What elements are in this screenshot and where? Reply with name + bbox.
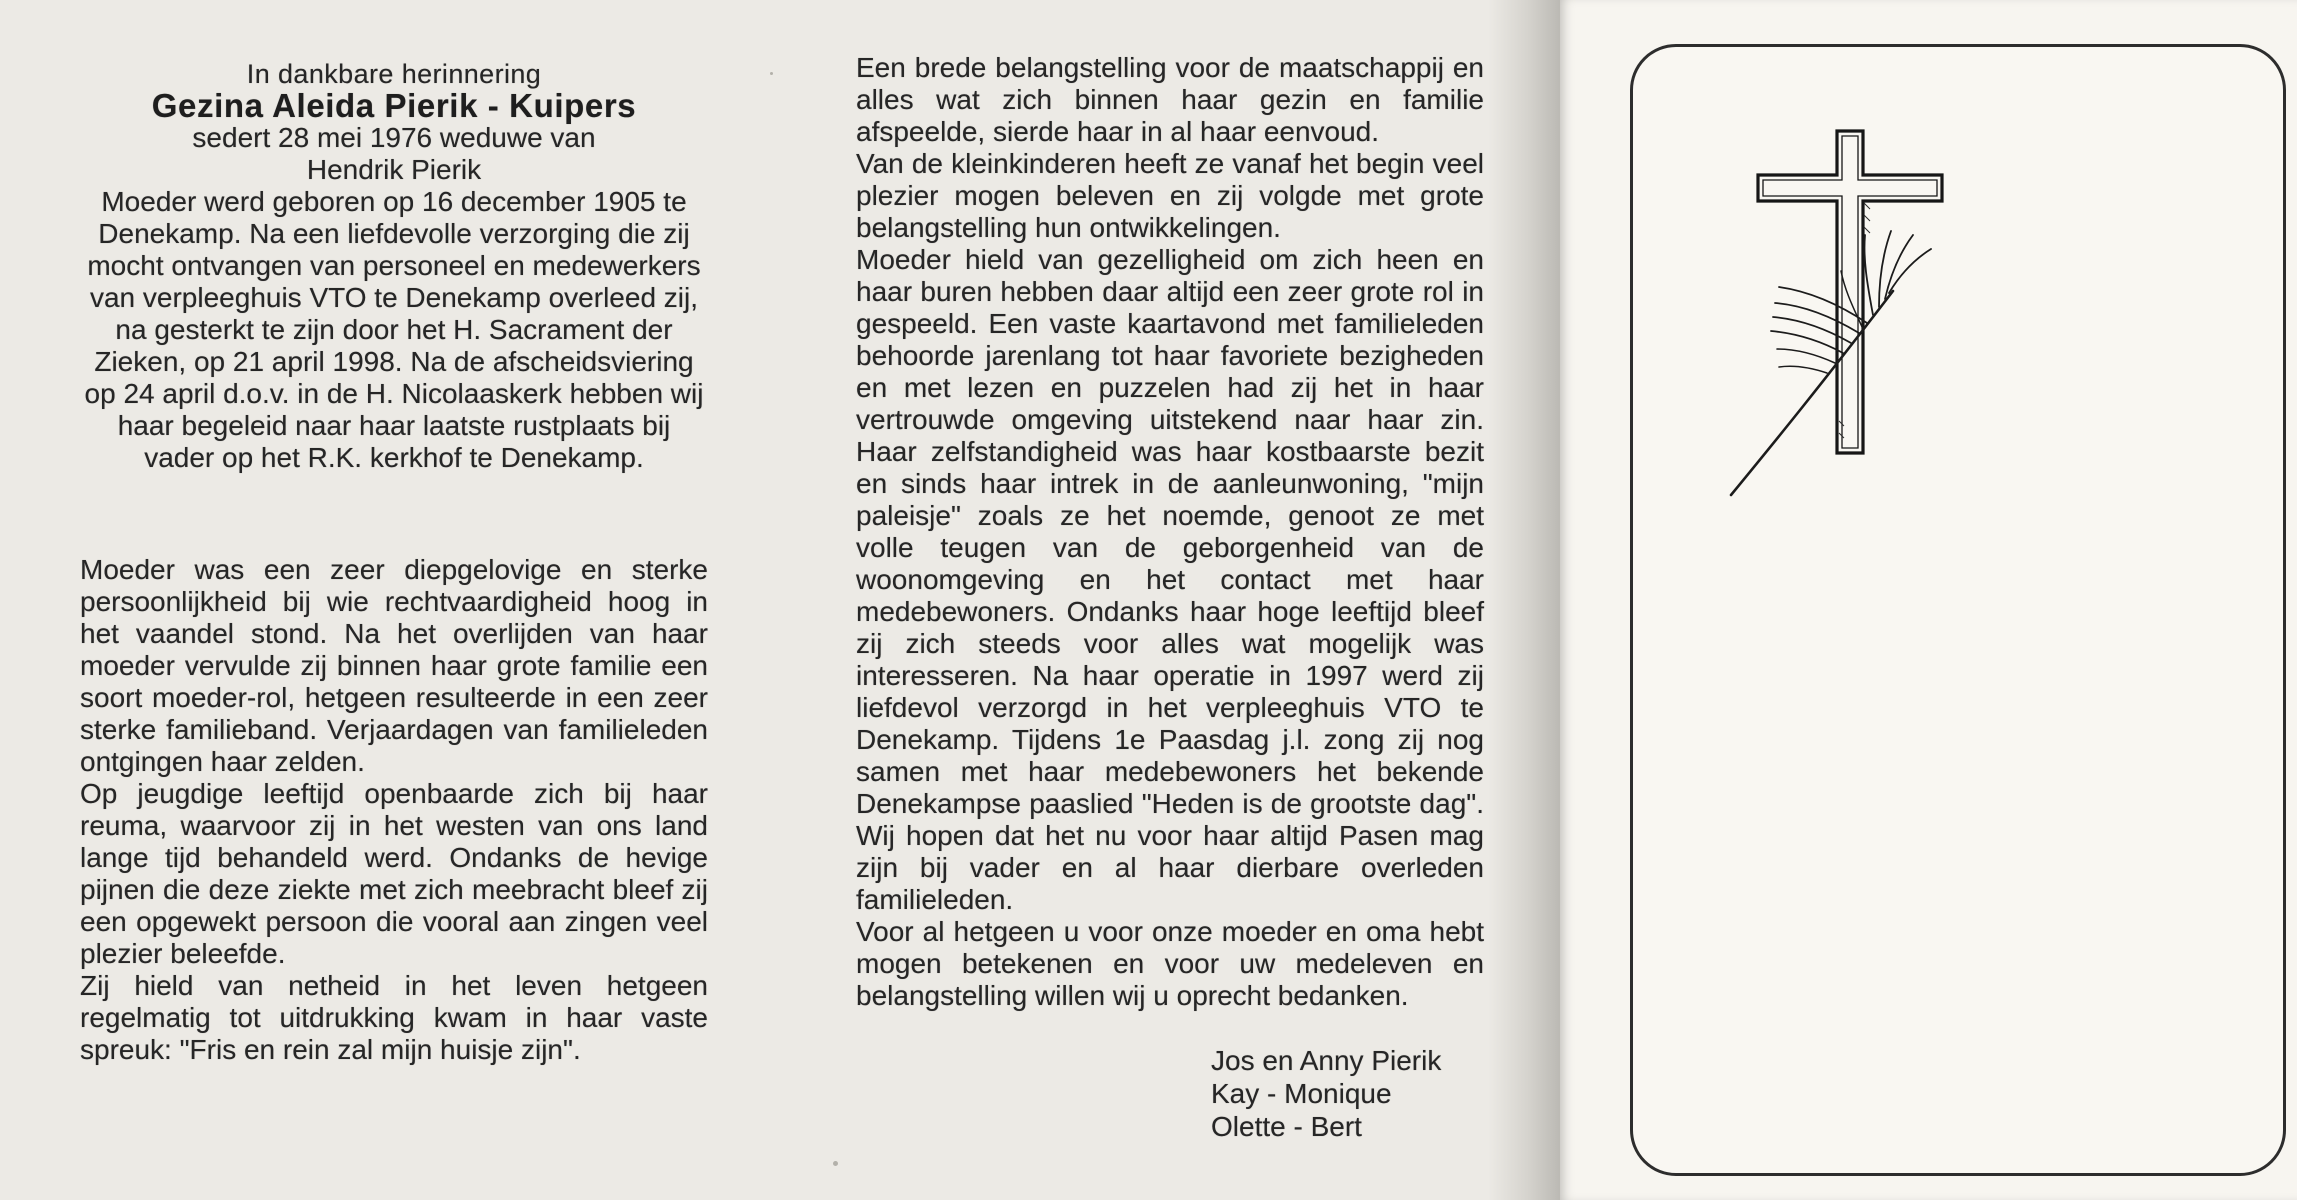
thanks-paragraph: Voor al hetgeen u voor onze moeder en oma hebt mogen betekenen en voor uw medeleven en belangstelling willen wij u oprecht bedanken. xyxy=(856,916,1484,1011)
biography-paragraph: Op jeugdige leeftijd openbaarde zich bij haar reuma, waarvoor zij in het westen van ons land lange tijd behandeld werd. Ondanks de hevige pijnen die deze ziekte met zich meebracht bleef zij een opgewekt persoon die vooral aan zingen veel plezier beleefde. xyxy=(80,778,708,969)
biography-paragraph: Zij hield van netheid in het leven hetgeen regelmatig tot uitdrukking kwam in haar vaste spreuk: "Fris en rein zal mijn huisje zijn". xyxy=(80,970,708,1065)
inside-left-column xyxy=(80,58,708,1066)
inside-right-column xyxy=(856,52,1484,1143)
fold-line xyxy=(1488,0,1560,1200)
widow-line-1: sedert 28 mei 1976 weduwe van xyxy=(192,122,596,153)
scan-speck xyxy=(770,72,773,75)
signature-line: Olette - Bert xyxy=(1211,1111,1362,1142)
scan-speck xyxy=(833,1161,838,1166)
biography-paragraph: Moeder hield van gezelligheid om zich heen en haar buren hebben daar altijd een zeer grote rol in gespeeld. Een vaste kaartavond met familieleden behoorde jarenlang tot haar favoriete bezigheden en met lezen en puzzelen had zij het in haar vertrouwde omgeving uitstekend naar haar zin. Haar zelfstandigheid was haar kostbaarste bezit en sinds haar intrek in de aanleunwoning, "mijn paleisje" zoals ze het noemde, genoot ze met volle teugen van de geborgenheid van de woonomgeving en het contact met haar medebewoners. Ondanks haar hoge leeftijd bleef zij zich steeds voor alles wat mogelijk was interesseren. Na haar operatie in 1997 werd zij liefdevol verzorgd in het verpleeghuis VTO te Denekamp. Tijdens 1e Paasdag j.l. zong zij nog samen met haar medebewoners het bekende Denekampse paaslied "Heden is de grootste dag". Wij hopen dat het nu voor haar altijd Pasen mag zijn bij vader en al haar dierbare overleden familieleden. xyxy=(856,244,1484,915)
biography-paragraph: Moeder was een zeer diepgelovige en sterke persoonlijkheid bij wie rechtvaardigheid hoog in het vaandel stond. Na het overlijden van haar moeder vervulde zij binnen haar grote familie een soort moeder-rol, hetgeen resulteerde in een zeer sterke familieband. Verjaardagen van familieleden ontgingen haar zelden. xyxy=(80,554,708,777)
widow-line-2: Hendrik Pierik xyxy=(306,154,482,185)
cross-with-palm-branch-icon xyxy=(1717,123,1947,513)
cover-border-frame xyxy=(1630,44,2286,1176)
signature-line: Jos en Anny Pierik xyxy=(1211,1045,1442,1076)
biography-paragraph: Moeder werd geboren op 16 december 1905 te Denekamp. Na een liefdevolle verzorging die zij mocht ontvangen van personeel en medewerkers van verpleeghuis VTO te Denekamp overleed zij, na gesterkt te zijn door het H. Sacrament der Zieken, op 21 april 1998. Na de afscheidsviering op 24 april d.o.v. in de H. Nicolaaskerk hebben wij haar begeleid naar haar laatste rustplaats bij vader op het R.K. kerkhof te Denekamp. xyxy=(84,186,704,473)
biography-paragraph: Van de kleinkinderen heeft ze vanaf het begin veel plezier mogen beleven en zij volgde met grote belangstelling hun ontwikkelingen. xyxy=(856,148,1484,243)
intro-line: In dankbare herinnering xyxy=(246,59,542,89)
deceased-name: Gezina Aleida Pierik - Kuipers xyxy=(151,87,637,124)
widow-lines xyxy=(80,122,708,186)
signature-line: Kay - Monique xyxy=(1211,1078,1392,1109)
biography-block xyxy=(80,554,708,1066)
biography-paragraph: Een brede belangstelling voor de maatschappij en alles wat zich binnen haar gezin en familie afspeelde, sierde haar in al haar eenvoud. xyxy=(856,52,1484,147)
front-cover xyxy=(1560,0,2297,1200)
signatures xyxy=(856,1044,1484,1143)
